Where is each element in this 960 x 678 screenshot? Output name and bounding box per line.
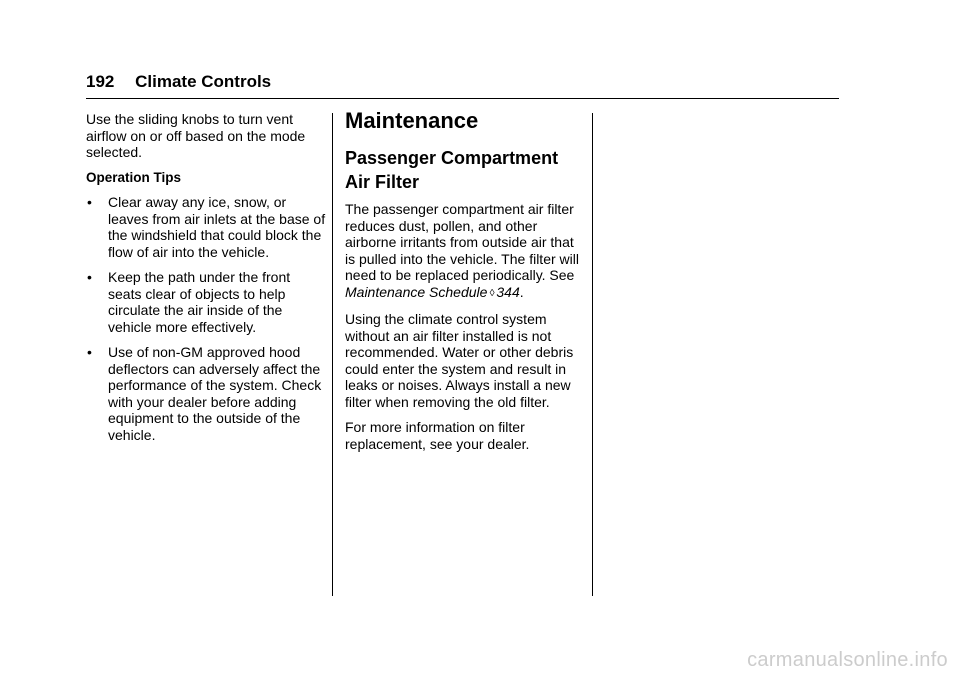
maintenance-schedule-link[interactable]	[345, 284, 520, 300]
column-divider-left	[332, 113, 333, 596]
bullet-item	[86, 269, 326, 335]
column-divider-right	[592, 113, 593, 596]
operation-tips-heading: Operation Tips	[86, 169, 182, 185]
air-filter-text: The passenger compartment air filter reduces dust, pollen, and other airborne irritants from outside air that is pulled into the vehicle. The filter will need to be replaced periodically. See	[345, 201, 579, 283]
bullet-item	[86, 194, 326, 260]
page-number: 192	[86, 72, 115, 91]
dealer-info-paragraph: For more information on filter replacement, see your dealer.	[345, 419, 530, 452]
bullet-text: Clear away any ice, snow, or leaves from air inlets at the base of the windshield that could block the flow of air into the vehicle.	[108, 194, 326, 260]
bullet-icon: •	[87, 269, 92, 285]
bullet-icon: •	[87, 194, 92, 210]
page-header	[86, 72, 271, 92]
bullet-icon: •	[87, 344, 92, 360]
air-filter-heading: Passenger Compartment Air Filter	[345, 148, 559, 192]
bullet-text: Use of non-GM approved hood deflectors can adversely affect the performance of the system. Check with your dealer before adding equipment to the outside of the vehicle.	[108, 344, 322, 443]
page-reference-icon: ◊	[489, 287, 495, 299]
watermark: carmanualsonline.info	[747, 649, 948, 671]
intro-paragraph: Use the sliding knobs to turn vent airflow on or off based on the mode selected.	[86, 111, 306, 160]
left-column	[86, 111, 326, 452]
no-filter-warning-paragraph: Using the climate control system without an air filter installed is not recommended. Water or other debris could enter the system and result in leaks or noises. Always install a new filter when removing the old filter.	[345, 311, 574, 410]
bullet-item	[86, 344, 326, 443]
maintenance-schedule-page: 344	[496, 283, 520, 300]
maintenance-heading: Maintenance	[345, 108, 479, 133]
maintenance-schedule-label: Maintenance Schedule	[345, 283, 488, 300]
bullet-text: Keep the path under the front seats clear of objects to help circulate the air inside of the vehicle more effectively.	[108, 269, 291, 335]
header-divider	[86, 98, 839, 99]
sentence-end: .	[519, 283, 524, 300]
section-title: Climate Controls	[135, 72, 272, 91]
air-filter-paragraph	[345, 201, 585, 302]
middle-column	[345, 108, 585, 461]
